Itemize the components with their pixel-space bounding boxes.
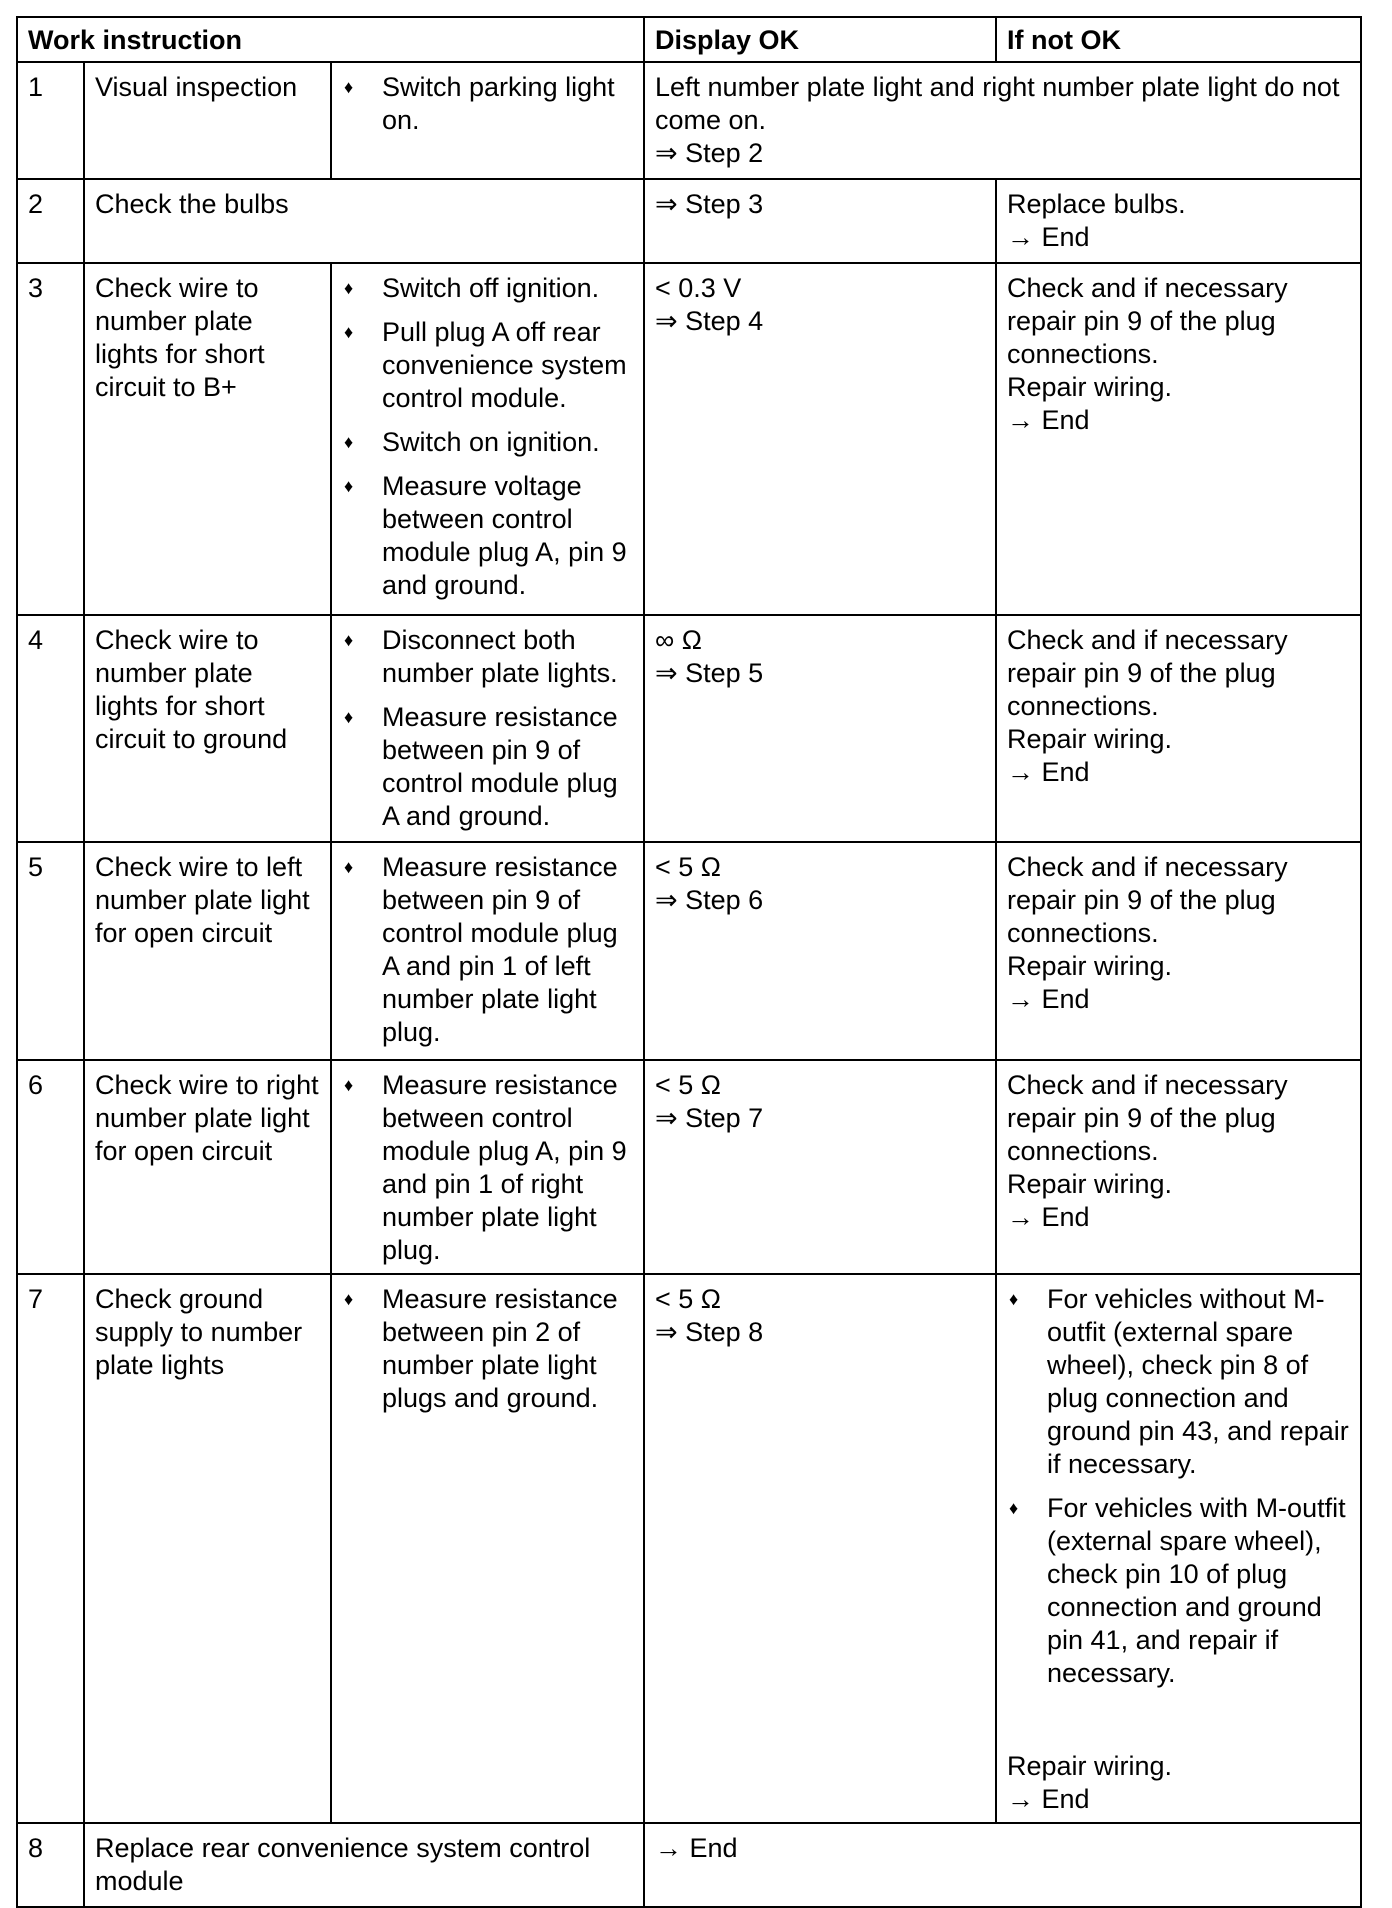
step-actions <box>331 1060 644 1274</box>
display-ok-line: ⇒ Step 4 <box>655 306 764 336</box>
display-ok-line: < 5 Ω <box>655 1284 721 1314</box>
step-number: 5 <box>17 842 84 1060</box>
display-ok-line: Left number plate light and right number plate light do not come on. <box>655 72 1340 135</box>
step-display-ok <box>644 615 996 842</box>
step-if-not-ok <box>996 1060 1361 1274</box>
display-ok-line: ∞ Ω <box>655 625 702 655</box>
header-row <box>17 17 1361 62</box>
action-item: ♦ Measure resistance between pin 2 of number plate light plugs and ground. <box>342 1283 633 1415</box>
step-number: 4 <box>17 615 84 842</box>
display-ok-line: ⇒ Step 3 <box>655 189 764 219</box>
if-not-ok-line: → End <box>1007 757 1090 787</box>
action-item: ♦ Switch on ignition. <box>342 426 633 459</box>
if-not-ok-line: → End <box>1007 405 1090 435</box>
step-task: Check wire to number plate lights for short circuit to B+ <box>84 263 331 615</box>
step-display-ok <box>644 179 996 263</box>
display-ok-line: ⇒ Step 5 <box>655 658 764 688</box>
step-row-4 <box>17 615 1361 842</box>
if-not-ok-line: Check and if necessary repair pin 9 of the plug connections. <box>1007 273 1288 369</box>
header-work-instruction: Work instruction <box>17 17 644 62</box>
action-item: ♦ Measure resistance between pin 9 of control module plug A and ground. <box>342 701 633 833</box>
step-display-ok <box>644 1274 996 1823</box>
step-display-ok <box>644 1823 1361 1907</box>
action-item: ♦ Measure voltage between control module plug A, pin 9 and ground. <box>342 470 633 602</box>
if-not-ok-line: Check and if necessary repair pin 9 of the plug connections. <box>1007 625 1288 721</box>
action-item: ♦ Measure resistance between pin 9 of control module plug A and pin 1 of left number plate light plug. <box>342 851 633 1049</box>
step-task: Check wire to number plate lights for short circuit to ground <box>84 615 331 842</box>
spacer <box>1007 1690 1350 1750</box>
step-display-ok <box>644 1060 996 1274</box>
display-ok-line: < 5 Ω <box>655 1070 721 1100</box>
action-item: ♦ Switch off ignition. <box>342 272 633 305</box>
display-ok-line: ⇒ Step 6 <box>655 885 764 915</box>
action-item: ♦ Disconnect both number plate lights. <box>342 624 633 690</box>
step-row-5 <box>17 842 1361 1060</box>
step-actions <box>331 615 644 842</box>
step-task: Visual inspection <box>84 62 331 179</box>
step-row-6 <box>17 1060 1361 1274</box>
step-number: 2 <box>17 179 84 263</box>
step-number: 7 <box>17 1274 84 1823</box>
step-task: Check the bulbs <box>84 179 644 263</box>
if-not-ok-line: Repair wiring. <box>1007 372 1173 402</box>
if-not-ok-line: → End <box>1007 1784 1090 1814</box>
if-not-ok-line: → End <box>1007 1202 1090 1232</box>
step-row-1 <box>17 62 1361 179</box>
step-task: Replace rear convenience system control module <box>84 1823 644 1907</box>
step-if-not-ok <box>996 179 1361 263</box>
step-row-7 <box>17 1274 1361 1823</box>
step-if-not-ok <box>996 842 1361 1060</box>
step-number: 1 <box>17 62 84 179</box>
display-ok-line: ⇒ Step 8 <box>655 1317 764 1347</box>
step-display-ok <box>644 62 1361 179</box>
if-not-ok-line: Repair wiring. <box>1007 1169 1173 1199</box>
step-task: Check wire to left number plate light for open circuit <box>84 842 331 1060</box>
display-ok-line: ⇒ Step 2 <box>655 138 764 168</box>
display-ok-line: → End <box>655 1833 738 1863</box>
step-display-ok <box>644 842 996 1060</box>
step-display-ok <box>644 263 996 615</box>
step-if-not-ok <box>996 1274 1361 1823</box>
if-not-ok-line: Check and if necessary repair pin 9 of the plug connections. <box>1007 852 1288 948</box>
step-task: Check ground supply to number plate lights <box>84 1274 331 1823</box>
step-row-8 <box>17 1823 1361 1907</box>
step-if-not-ok <box>996 263 1361 615</box>
work-instruction-table <box>16 16 1362 1908</box>
action-item: ♦ Pull plug A off rear convenience system control module. <box>342 316 633 415</box>
action-item: ♦ Switch parking light on. <box>342 71 633 137</box>
if-not-ok-line: Replace bulbs. <box>1007 189 1186 219</box>
if-not-ok-line: → End <box>1007 984 1090 1014</box>
step-row-3 <box>17 263 1361 615</box>
header-if-not-ok: If not OK <box>996 17 1361 62</box>
display-ok-line: ⇒ Step 7 <box>655 1103 764 1133</box>
display-ok-line: < 5 Ω <box>655 852 721 882</box>
action-item: ♦ Measure resistance between control module plug A, pin 9 and pin 1 of right number plate light plug. <box>342 1069 633 1267</box>
if-not-ok-line: Repair wiring. <box>1007 951 1173 981</box>
step-number: 6 <box>17 1060 84 1274</box>
if-not-ok-bullet: ♦ For vehicles with M-outfit (external spare wheel), check pin 10 of plug connection and ground pin 41, and repair if necessary. <box>1007 1492 1350 1690</box>
step-if-not-ok <box>996 615 1361 842</box>
if-not-ok-line: Repair wiring. <box>1007 1751 1173 1781</box>
step-task: Check wire to right number plate light for open circuit <box>84 1060 331 1274</box>
if-not-ok-line: Check and if necessary repair pin 9 of the plug connections. <box>1007 1070 1288 1166</box>
step-row-2 <box>17 179 1361 263</box>
step-actions <box>331 62 644 179</box>
step-actions <box>331 263 644 615</box>
step-number: 8 <box>17 1823 84 1907</box>
if-not-ok-line: Repair wiring. <box>1007 724 1173 754</box>
header-display-ok: Display OK <box>644 17 996 62</box>
step-actions <box>331 842 644 1060</box>
step-actions <box>331 1274 644 1823</box>
step-number: 3 <box>17 263 84 615</box>
display-ok-line: < 0.3 V <box>655 273 742 303</box>
if-not-ok-bullet: ♦ For vehicles without M-outfit (external spare wheel), check pin 8 of plug connection and ground pin 43, and repair if necessary. <box>1007 1283 1350 1481</box>
if-not-ok-line: → End <box>1007 222 1090 252</box>
